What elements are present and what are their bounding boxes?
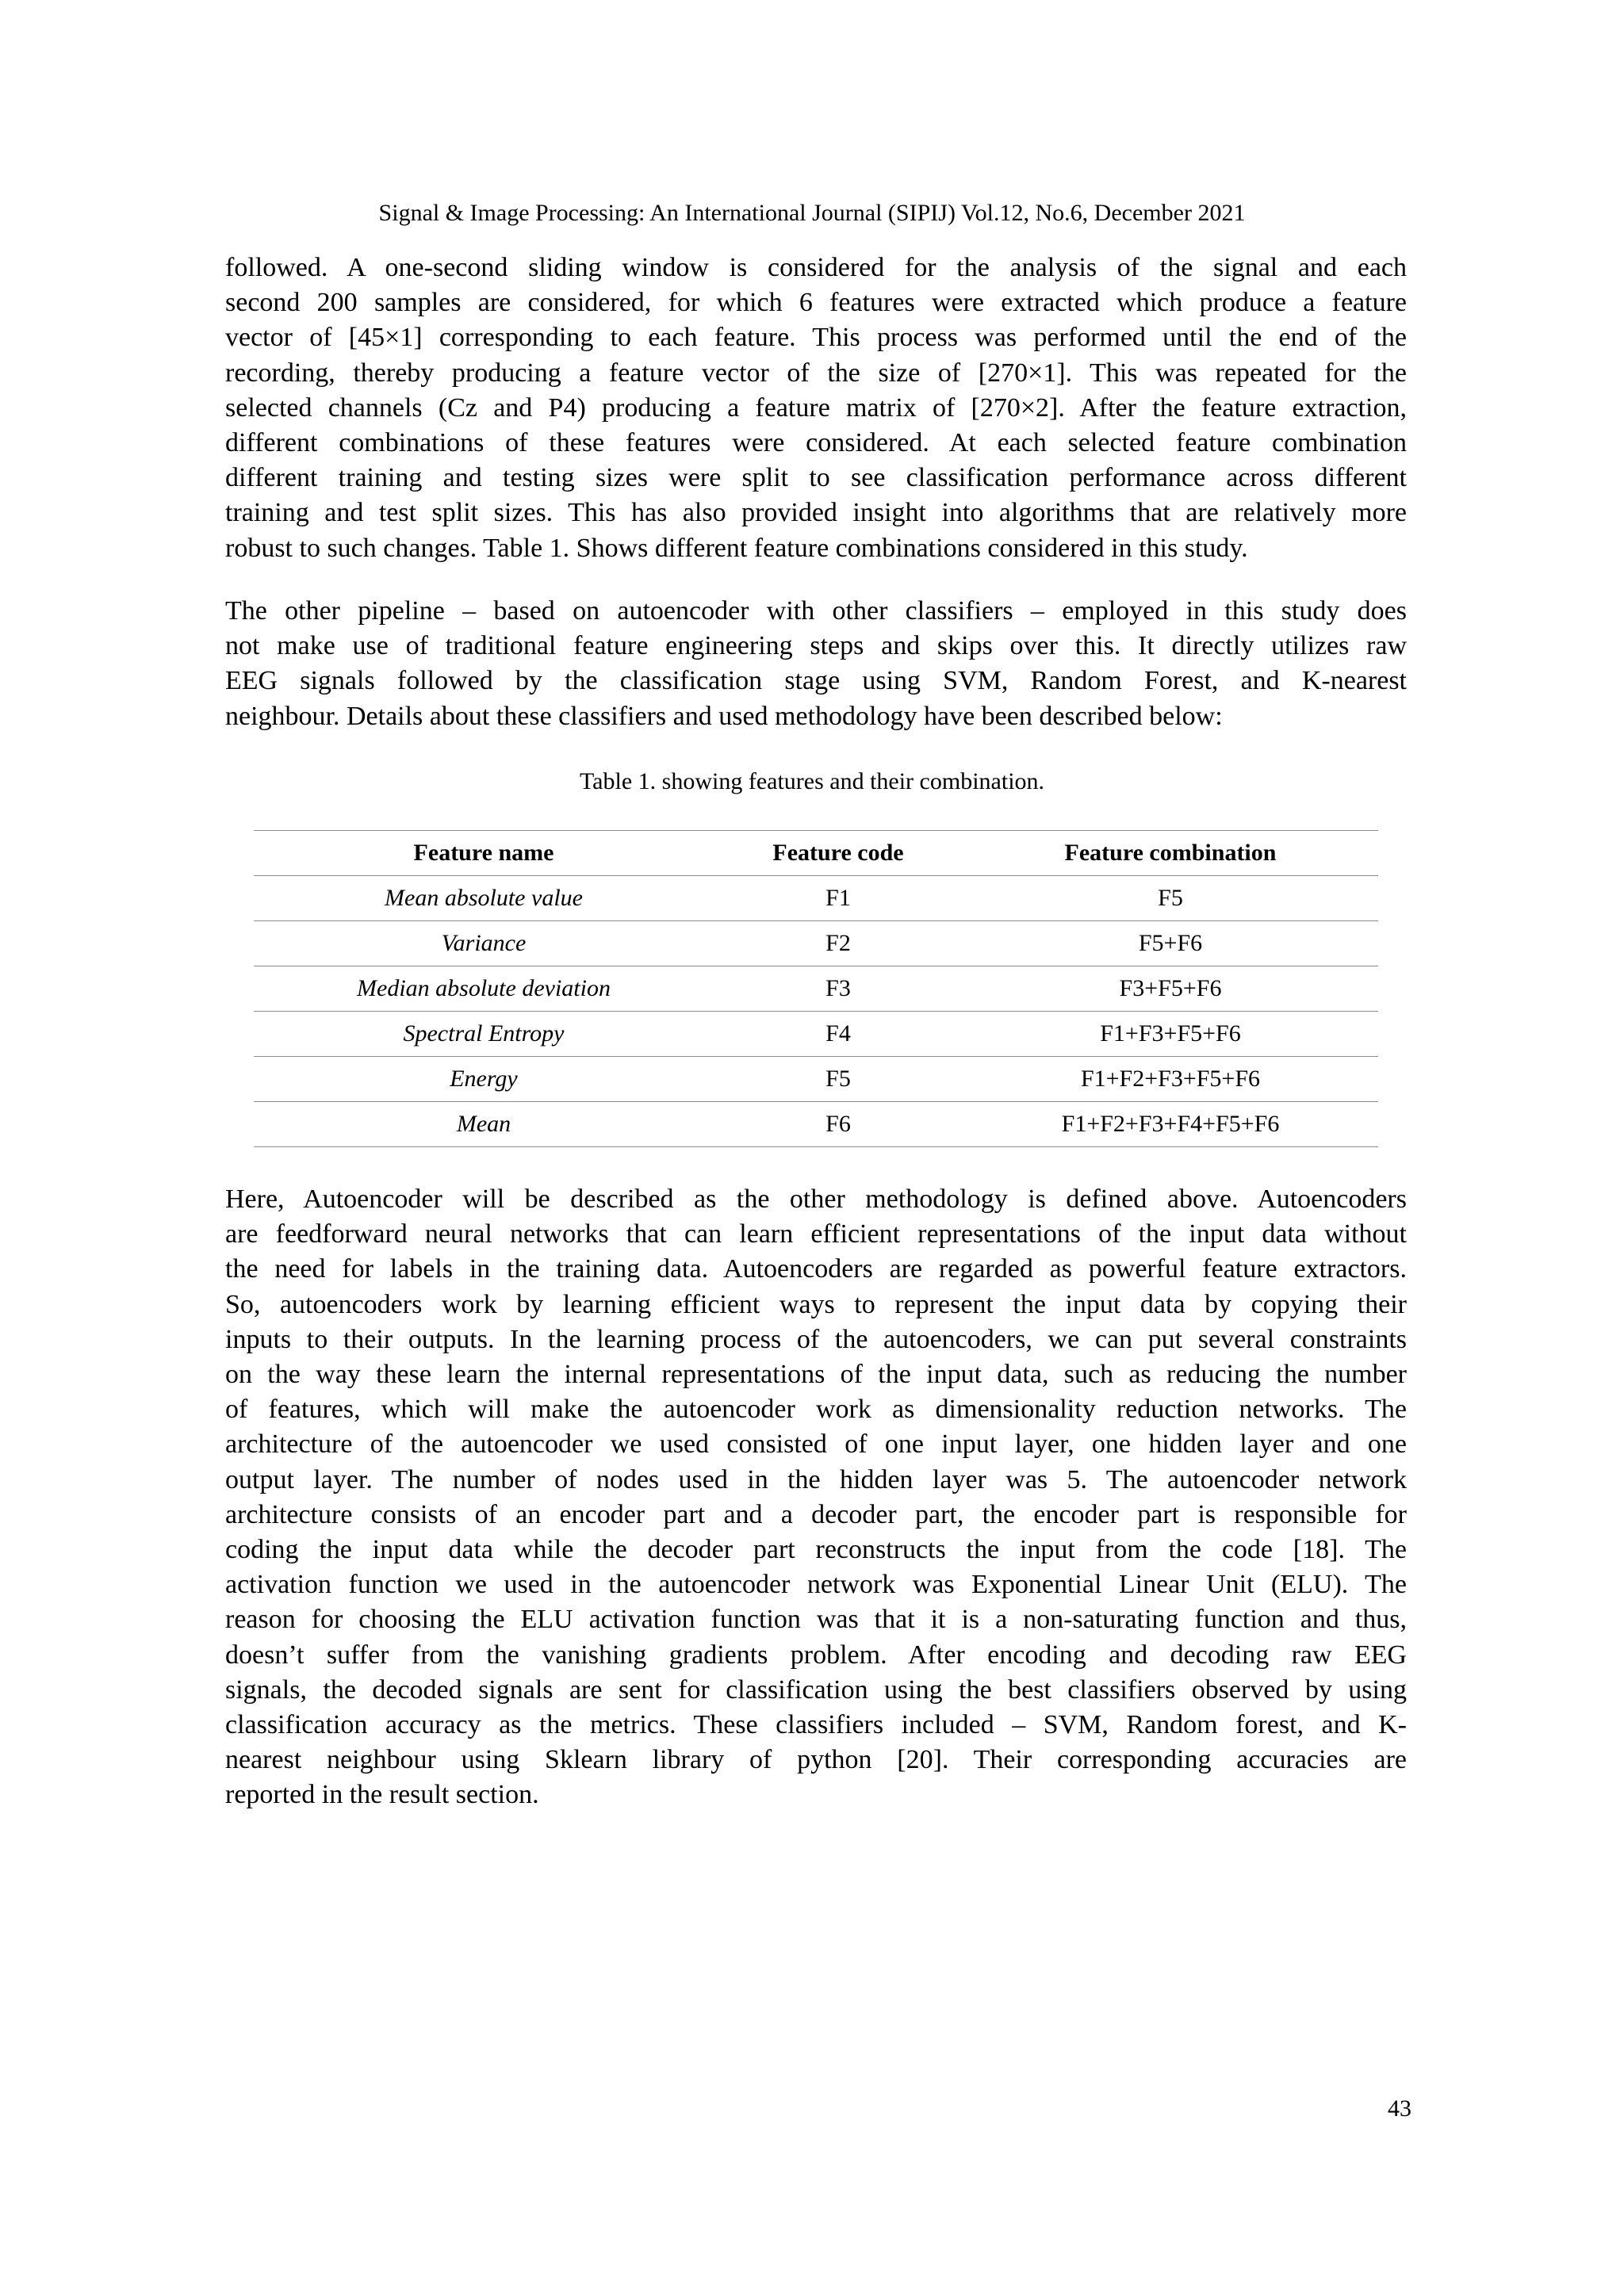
text-line: are feedforward neural networks that can learn efficient representations of the input data without	[225, 1219, 1407, 1249]
table-caption: Table 1. showing features and their combination.	[579, 768, 1045, 794]
text-line: doesn’t suffer from the vanishing gradients problem. After encoding and decoding raw EEG	[225, 1640, 1407, 1670]
text-line: of features, which will make the autoencoder work as dimensionality reduction networks. The	[225, 1395, 1407, 1425]
body-paragraph	[225, 251, 1407, 566]
text-line: different training and testing sizes were split to see classification performance across different	[225, 463, 1407, 493]
column-header-feature-code: Feature code	[714, 831, 963, 876]
table-row	[254, 1057, 1378, 1102]
text-line: recording, thereby producing a feature vector of the size of [270×1]. This was repeated for the	[225, 358, 1407, 388]
running-header: Signal & Image Processing: An International Journal (SIPIJ) Vol.12, No.6, December 2021	[378, 200, 1246, 226]
table-row	[254, 966, 1378, 1012]
text-line: So, autoencoders work by learning efficient ways to represent the input data by copying their	[225, 1289, 1407, 1319]
feature-combination-cell: F3+F5+F6	[963, 966, 1378, 1012]
feature-combination-cell: F1+F2+F3+F5+F6	[963, 1057, 1378, 1102]
text-line: vector of [45×1] corresponding to each feature. This process was performed until the end of the	[225, 323, 1407, 353]
text-line: selected channels (Cz and P4) producing a feature matrix of [270×2]. After the feature extraction,	[225, 392, 1407, 423]
text-line: nearest neighbour using Sklearn library of python [20]. Their corresponding accuracies are	[225, 1745, 1407, 1775]
table-row	[254, 1102, 1378, 1147]
page-number: 43	[1388, 2095, 1411, 2122]
text-line: not make use of traditional feature engineering steps and skips over this. It directly utilizes raw	[225, 631, 1407, 661]
text-line: EEG signals followed by the classification stage using SVM, Random Forest, and K-nearest	[225, 666, 1407, 696]
feature-code-cell: F3	[714, 966, 963, 1012]
text-line: The other pipeline – based on autoencoder with other classifiers – employed in this study does	[225, 596, 1407, 626]
text-line: architecture consists of an encoder part and a decoder part, the encoder part is responsible for	[225, 1499, 1407, 1529]
table-row	[254, 876, 1378, 921]
text-line: inputs to their outputs. In the learning process of the autoencoders, we can put several constraints	[225, 1324, 1407, 1354]
text-line: training and test split sizes. This has also provided insight into algorithms that are relatively more	[225, 498, 1407, 528]
body-paragraph	[225, 594, 1407, 734]
feature-name-cell: Energy	[254, 1057, 714, 1102]
text-line: neighbour. Details about these classifiers and used methodology have been described below:	[225, 701, 1223, 731]
text-line: second 200 samples are considered, for which 6 features were extracted which produce a feature	[225, 288, 1407, 318]
feature-name-cell: Variance	[254, 921, 714, 966]
table-row	[254, 921, 1378, 966]
feature-combination-cell: F5+F6	[963, 921, 1378, 966]
feature-code-cell: F4	[714, 1012, 963, 1057]
text-line: activation function we used in the autoencoder network was Exponential Linear Unit (ELU). The	[225, 1570, 1407, 1600]
feature-code-cell: F6	[714, 1102, 963, 1147]
body-paragraph	[225, 1182, 1407, 1813]
text-line: followed. A one-second sliding window is considered for the analysis of the signal and each	[225, 253, 1407, 282]
feature-code-cell: F5	[714, 1057, 963, 1102]
table-header-row	[254, 831, 1378, 876]
feature-name-cell: Mean absolute value	[254, 876, 714, 921]
text-line: on the way these learn the internal representations of the input data, such as reducing the number	[225, 1360, 1407, 1390]
feature-name-cell: Mean	[254, 1102, 714, 1147]
feature-name-cell: Spectral Entropy	[254, 1012, 714, 1057]
feature-code-cell: F1	[714, 876, 963, 921]
text-line: robust to such changes. Table 1. Shows different feature combinations considered in this study.	[225, 533, 1248, 563]
feature-combination-cell: F5	[963, 876, 1378, 921]
feature-code-cell: F2	[714, 921, 963, 966]
text-line: architecture of the autoencoder we used consisted of one input layer, one hidden layer and one	[225, 1429, 1407, 1460]
text-line: reason for choosing the ELU activation function was that it is a non-saturating function and thus,	[225, 1605, 1407, 1635]
column-header-feature-combination: Feature combination	[963, 831, 1378, 876]
text-line: the need for labels in the training data. Autoencoders are regarded as powerful feature extractors.	[225, 1254, 1407, 1284]
text-line: output layer. The number of nodes used in the hidden layer was 5. The autoencoder network	[225, 1464, 1407, 1494]
text-line: different combinations of these features were considered. At each selected feature combination	[225, 428, 1407, 458]
text-line: classification accuracy as the metrics. These classifiers included – SVM, Random forest, and K-	[225, 1710, 1407, 1740]
text-line: signals, the decoded signals are sent for classification using the best classifiers observed by using	[225, 1674, 1407, 1705]
feature-combination-cell: F1+F2+F3+F4+F5+F6	[963, 1102, 1378, 1147]
table-row	[254, 1012, 1378, 1057]
text-line: Here, Autoencoder will be described as the other methodology is defined above. Autoencoders	[225, 1184, 1407, 1214]
text-line: coding the input data while the decoder part reconstructs the input from the code [18]. The	[225, 1535, 1407, 1565]
feature-table	[254, 830, 1378, 1147]
column-header-feature-name: Feature name	[254, 831, 714, 876]
feature-name-cell: Median absolute deviation	[254, 966, 714, 1012]
feature-combination-cell: F1+F3+F5+F6	[963, 1012, 1378, 1057]
text-line: reported in the result section.	[225, 1780, 539, 1810]
